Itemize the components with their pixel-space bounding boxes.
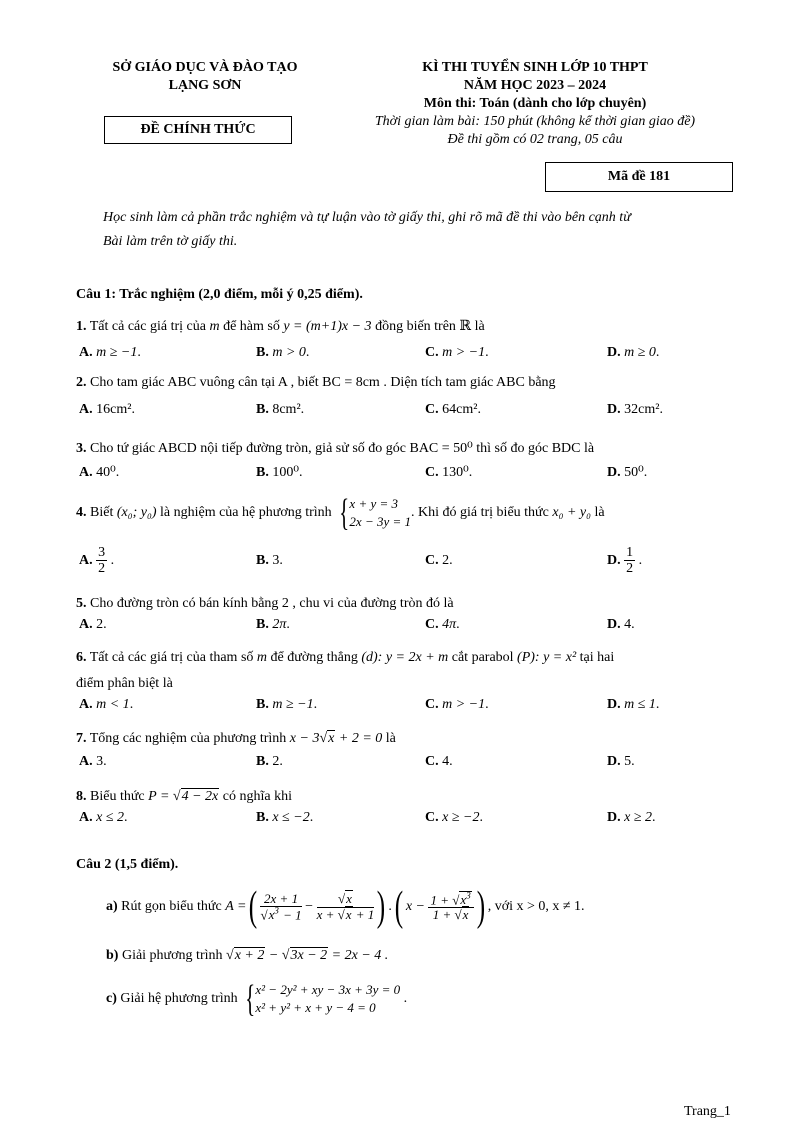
q2-option-c: C. 64cm². [425, 402, 481, 417]
school-year: NĂM HỌC 2023 – 2024 [463, 78, 607, 93]
question-1-8: 8. Biểu thức P = √4 − 2x có nghĩa khi [76, 789, 292, 804]
q8-option-c: C. x ≥ −2. [425, 810, 483, 825]
q2-option-d: D. 32cm². [607, 402, 663, 417]
q6-option-a: A. m < 1. [79, 697, 134, 712]
time-limit: Thời gian làm bài: 150 phút (không kể thời gian giao đề) [374, 114, 696, 129]
instruction-line-2: Bài làm trên tờ giấy thi. [103, 234, 238, 249]
q3-option-a: A. 40⁰. [79, 465, 120, 480]
question-1-6-cont: điểm phân biệt là [76, 676, 173, 691]
q4-option-a: A. $\frac{3}{2}$ . [79, 545, 115, 577]
official-badge: ĐỀ CHÍNH THỨC [104, 116, 292, 144]
page-footer: Trang_1 [684, 1104, 731, 1119]
q4-option-b: B. 3. [256, 553, 283, 568]
question-2c: c) Giải hệ phương trình { x² − 2y² + xy − 3x + 3y = 0 x² + y² + x + y − 4 = 0 . [106, 978, 408, 1020]
question-1-4: 4. Biết (x₀; y₀) là nghiệm của hệ phương trình { x + y = 3 2x − 3y = 1 . Khi đó giá trị biểu thức x₀ + y₀ là [76, 492, 605, 534]
department-name: SỞ GIÁO DỤC VÀ ĐÀO TẠO [112, 60, 298, 75]
question-1-1: 1. Tất cả các giá trị của m để hàm số y = (m+1)x − 3 đồng biến trên ℝ là [76, 319, 485, 334]
q1-option-d: D. m ≥ 0. [607, 345, 660, 360]
question-1-3: 3. Cho tứ giác ABCD nội tiếp đường tròn, giả sử số đo góc BAC = 50⁰ thì số đo góc BDC là [76, 441, 595, 456]
subject: Môn thi: Toán (dành cho lớp chuyên) [423, 96, 647, 111]
question-2-title: Câu 2 (1,5 điểm). [76, 857, 179, 872]
q7-option-a: A. 3. [79, 754, 107, 769]
q7-option-b: B. 2. [256, 754, 283, 769]
q6-option-c: C. m > −1. [425, 697, 489, 712]
q1-option-b: B. m > 0. [256, 345, 310, 360]
q5-option-b: B. 2π. [256, 617, 290, 632]
q4-option-d: D. $\frac{1}{2}$ . [607, 545, 643, 577]
q1-option-c: C. m > −1. [425, 345, 489, 360]
q5-option-a: A. 2. [79, 617, 107, 632]
q1-option-a: A. m ≥ −1. [79, 345, 141, 360]
q2-option-b: B. 8cm². [256, 402, 305, 417]
question-1-5: 5. Cho đường tròn có bán kính bằng 2 , chu vi của đường tròn đó là [76, 596, 454, 611]
question-1-7: 7. Tổng các nghiệm của phương trình x − 3√x + 2 = 0 là [76, 731, 396, 746]
question-2b: b) Giải phương trình √x + 2 − √3x − 2 = 2x − 4 . [106, 948, 389, 963]
q3-option-c: C. 130⁰. [425, 465, 473, 480]
q5-option-c: C. 4π. [425, 617, 460, 632]
question-2a: a) Rút gọn biểu thức A =( $\frac{2x + 1}{√x^3 - 1}$ − $\frac{√x}{x + √x + 1}$ ) .( x − $\frac{1 + √x^3}{1 + √x}$ ) , với x > 0, x ≠ 1. [106, 884, 585, 930]
q5-option-d: D. 4. [607, 617, 635, 632]
q3-option-d: D. 50⁰. [607, 465, 648, 480]
question-1-6: 6. Tất cả các giá trị của tham số m để đường thẳng (d): y = 2x + m cắt parabol (P): y = x² tại hai [76, 650, 615, 665]
exam-code: Mã đề 181 [545, 162, 733, 192]
instruction-line-1: Học sinh làm cả phần trắc nghiệm và tự luận vào tờ giấy thi, ghi rõ mã đề thi vào bên cạnh từ [103, 210, 631, 225]
q2-option-a: A. 16cm². [79, 402, 135, 417]
page-count: Đề thi gồm có 02 trang, 05 câu [447, 132, 623, 147]
q6-option-d: D. m ≤ 1. [607, 697, 660, 712]
q8-option-b: B. x ≤ −2. [256, 810, 314, 825]
q8-option-d: D. x ≥ 2. [607, 810, 656, 825]
q7-option-d: D. 5. [607, 754, 635, 769]
exam-title: KÌ THI TUYỂN SINH LỚP 10 THPT [422, 60, 648, 75]
question-1-2: 2. Cho tam giác ABC vuông cân tại A , biết BC = 8cm . Diện tích tam giác ABC bằng [76, 375, 556, 390]
q3-option-b: B. 100⁰. [256, 465, 303, 480]
q6-option-b: B. m ≥ −1. [256, 697, 318, 712]
q8-option-a: A. x ≤ 2. [79, 810, 128, 825]
question-1-title: Câu 1: Trắc nghiệm (2,0 điểm, mỗi ý 0,25 điểm). [76, 287, 363, 302]
q4-option-c: C. 2. [425, 553, 453, 568]
q7-option-c: C. 4. [425, 754, 453, 769]
province-name: LẠNG SƠN [168, 78, 242, 93]
